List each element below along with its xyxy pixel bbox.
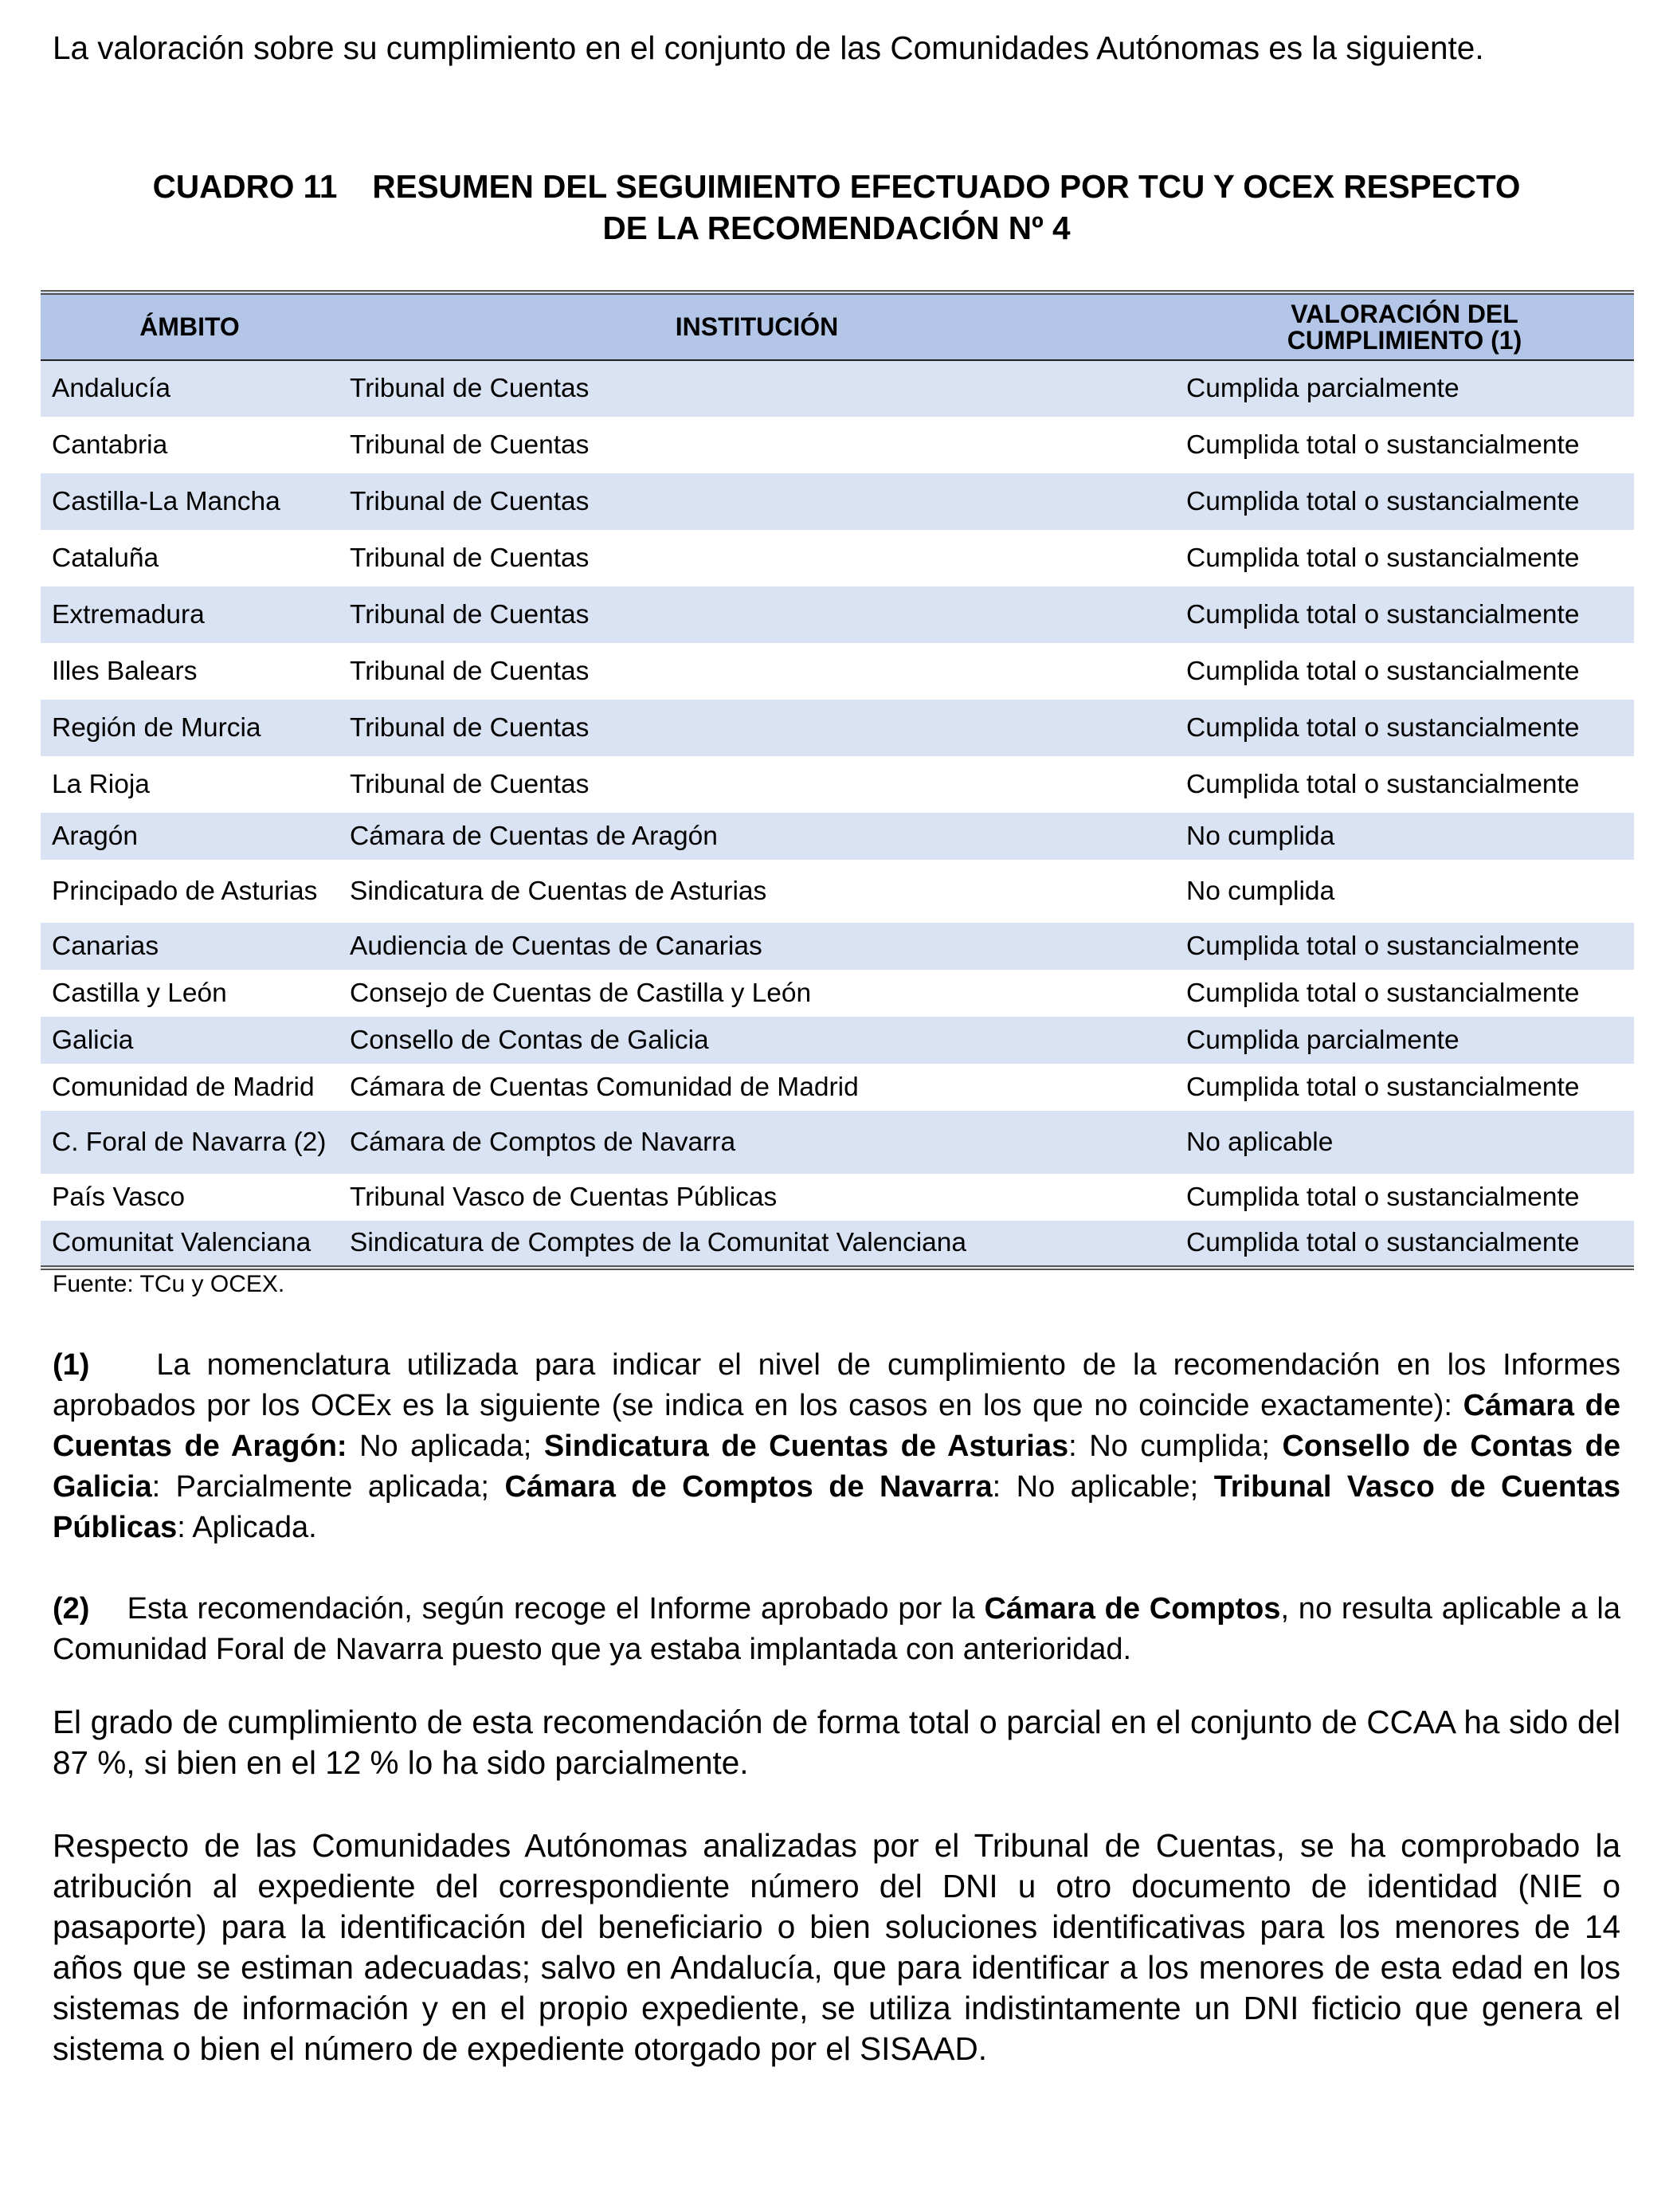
cell-valoracion: Cumplida parcialmente: [1175, 360, 1634, 417]
table-row: [41, 1221, 1634, 1268]
table-row: [41, 700, 1634, 756]
footnote-2-marker: (2): [53, 1592, 90, 1626]
footnote-1-value: : No cumplida;: [1068, 1430, 1283, 1463]
cell-ambito: Extremadura: [41, 586, 339, 643]
table-row: [41, 1064, 1634, 1111]
table-row: [41, 813, 1634, 860]
cell-institucion: Tribunal de Cuentas: [350, 656, 590, 686]
footnote-1-institution: Consello de Contas de Galicia: [53, 1430, 1620, 1504]
cell-ambito: Castilla-La Mancha: [41, 473, 339, 530]
table-row: [41, 473, 1634, 530]
cell-valoracion: Cumplida total o sustancialmente: [1186, 769, 1580, 799]
footnote-1-intro: La nomenclatura utilizada para indicar el nivel de cumplimiento de la recomendación en los Informes aprobados por los OCEx es la siguiente (se indica en los casos en los que no coincide exactamente):: [53, 1348, 1620, 1422]
source-note: Fuente: TCu y OCEX.: [53, 1271, 285, 1297]
cell-ambito: Andalucía: [41, 360, 339, 417]
footnote-2-bold: Cámara de Comptos: [984, 1592, 1281, 1626]
cell-valoracion: Cumplida total o sustancialmente: [1186, 1182, 1580, 1212]
cell-ambito: Aragón: [41, 813, 339, 860]
cell-valoracion: Cumplida total o sustancialmente: [1186, 543, 1580, 573]
cell-ambito: C. Foral de Navarra (2): [41, 1111, 339, 1174]
table-header-row: [41, 292, 1634, 360]
cell-institucion: Tribunal de Cuentas: [350, 769, 590, 799]
footnote-1-marker: (1): [53, 1348, 90, 1382]
cell-institucion: Consello de Contas de Galicia: [339, 1017, 1175, 1064]
cell-valoracion: No cumplida: [1186, 876, 1335, 906]
cell-valoracion: No cumplida: [1175, 813, 1634, 860]
cell-ambito: Castilla y León: [52, 978, 227, 1008]
cell-institucion: Consejo de Cuentas de Castilla y León: [350, 978, 812, 1008]
cell-valoracion: Cumplida total o sustancialmente: [1175, 586, 1634, 643]
footnote-1-institution: Tribunal Vasco de Cuentas Públicas: [53, 1470, 1620, 1544]
cell-valoracion: Cumplida total o sustancialmente: [1186, 978, 1580, 1008]
table-row: [41, 643, 1634, 700]
paragraph-respecto: Respecto de las Comunidades Autónomas analizadas por el Tribunal de Cuentas, se ha comprobado la atribución al expediente del correspondiente número del DNI u otro documento de identidad (NIE o pasaporte) para la identificación del beneficiario o bien soluciones identificativas para los menores de 14 años que se estiman adecuadas; salvo en Andalucía, que para identificar a los menores de esta edad en los sistemas de información y en el propio expediente, se utiliza indistintamente un DNI ficticio que genera el sistema o bien el número de expediente otorgado por el SISAAD.: [53, 1827, 1620, 2067]
cell-ambito: País Vasco: [52, 1182, 185, 1212]
cell-valoracion: Cumplida total o sustancialmente: [1186, 429, 1580, 460]
footnote-1-institution: Cámara de Comptos de Navarra: [504, 1470, 993, 1504]
intro-paragraph: La valoración sobre su cumplimiento en el conjunto de las Comunidades Autónomas es la siguiente.: [53, 29, 1484, 66]
summary-table: [41, 290, 1634, 1270]
header-institucion: INSTITUCIÓN: [339, 292, 1175, 360]
cell-ambito: Comunidad de Madrid: [52, 1072, 315, 1102]
table-row: [41, 417, 1634, 473]
footnote-2: [53, 1589, 1620, 1670]
caption-title-1: RESUMEN DEL SEGUIMIENTO EFECTUADO POR TCU Y OCEX RESPECTO: [372, 168, 1521, 205]
table-row: [41, 530, 1634, 586]
header-valoracion-line-2: CUMPLIMIENTO (1): [1287, 325, 1522, 355]
cell-institucion: Tribunal de Cuentas: [339, 700, 1175, 756]
footnote-1-value: : Parcialmente aplicada;: [151, 1470, 505, 1504]
table-row: [41, 586, 1634, 643]
table-row: [41, 1017, 1634, 1064]
cell-valoracion: No aplicable: [1175, 1111, 1634, 1174]
cell-institucion: Tribunal de Cuentas: [339, 586, 1175, 643]
table-row: [41, 860, 1634, 923]
cell-institucion: Sindicatura de Cuentas de Asturias: [350, 876, 767, 906]
cell-institucion: Cámara de Comptos de Navarra: [339, 1111, 1175, 1174]
cell-valoracion: Cumplida total o sustancialmente: [1186, 656, 1580, 686]
cell-ambito: La Rioja: [52, 769, 150, 799]
table-row: [41, 1111, 1634, 1174]
cell-ambito: Illes Balears: [52, 656, 198, 686]
cell-valoracion: Cumplida total o sustancialmente: [1186, 1072, 1580, 1102]
cell-valoracion: Cumplida total o sustancialmente: [1175, 473, 1634, 530]
caption-line-2: DE LA RECOMENDACIÓN Nº 4: [602, 210, 1071, 246]
cell-institucion: Tribunal de Cuentas: [339, 473, 1175, 530]
cell-ambito: Cantabria: [52, 429, 168, 460]
table-body: [41, 360, 1634, 1268]
table-row: [41, 923, 1634, 970]
cell-ambito: Comunitat Valenciana: [41, 1221, 339, 1268]
footnote-2-text-after: , no resulta aplicable a la Comunidad Foral de Navarra puesto que ya estaba implantada con anterioridad.: [53, 1592, 1621, 1666]
cell-valoracion: Cumplida total o sustancialmente: [1175, 700, 1634, 756]
table-row: [41, 360, 1634, 417]
footnote-1-value: : No aplicable;: [992, 1470, 1214, 1504]
footnote-1-institution: Sindicatura de Cuentas de Asturias: [543, 1430, 1069, 1463]
cell-ambito: Región de Murcia: [41, 700, 339, 756]
cell-valoracion: Cumplida parcialmente: [1175, 1017, 1634, 1064]
cell-institucion: Tribunal de Cuentas: [339, 360, 1175, 417]
footnote-1: [53, 1345, 1620, 1548]
table-row: [41, 1174, 1634, 1221]
cell-ambito: Canarias: [41, 923, 339, 970]
cell-institucion: Cámara de Cuentas de Aragón: [339, 813, 1175, 860]
cell-ambito: Galicia: [41, 1017, 339, 1064]
table-row: [41, 756, 1634, 813]
cell-institucion: Sindicatura de Comptes de la Comunitat Valenciana: [339, 1221, 1175, 1268]
paragraph-grado: El grado de cumplimiento de esta recomendación de forma total o parcial en el conjunto de CCAA ha sido del 87 %, si bien en el 12 % lo ha sido parcialmente.: [53, 1704, 1620, 1781]
cell-institucion: Tribunal de Cuentas: [350, 429, 590, 460]
cell-ambito: Cataluña: [52, 543, 159, 573]
header-ambito: ÁMBITO: [41, 292, 339, 360]
footnote-2-text-before: Esta recomendación, según recoge el Informe aprobado por la: [127, 1592, 975, 1626]
table-caption: [53, 166, 1620, 249]
cell-institucion: Audiencia de Cuentas de Canarias: [339, 923, 1175, 970]
cell-valoracion: Cumplida total o sustancialmente: [1175, 1221, 1634, 1268]
header-valoracion: [1175, 292, 1634, 360]
footnote-1-value: : Aplicada.: [177, 1511, 317, 1544]
cell-ambito: Principado de Asturias: [52, 876, 318, 906]
caption-line-1: [53, 166, 1620, 207]
footnote-1-value: No aplicada;: [347, 1430, 544, 1463]
footnote-1-institution: Cámara de Cuentas de Aragón:: [53, 1389, 1620, 1463]
cell-valoracion: Cumplida total o sustancialmente: [1175, 923, 1634, 970]
cell-institucion: Tribunal Vasco de Cuentas Públicas: [350, 1182, 778, 1212]
header-valoracion-line-1: VALORACIÓN DEL: [1291, 299, 1518, 328]
cell-institucion: Tribunal de Cuentas: [350, 543, 590, 573]
table-row: [41, 970, 1634, 1017]
caption-label: CUADRO 11: [152, 168, 338, 205]
cell-institucion: Cámara de Cuentas Comunidad de Madrid: [350, 1072, 859, 1102]
